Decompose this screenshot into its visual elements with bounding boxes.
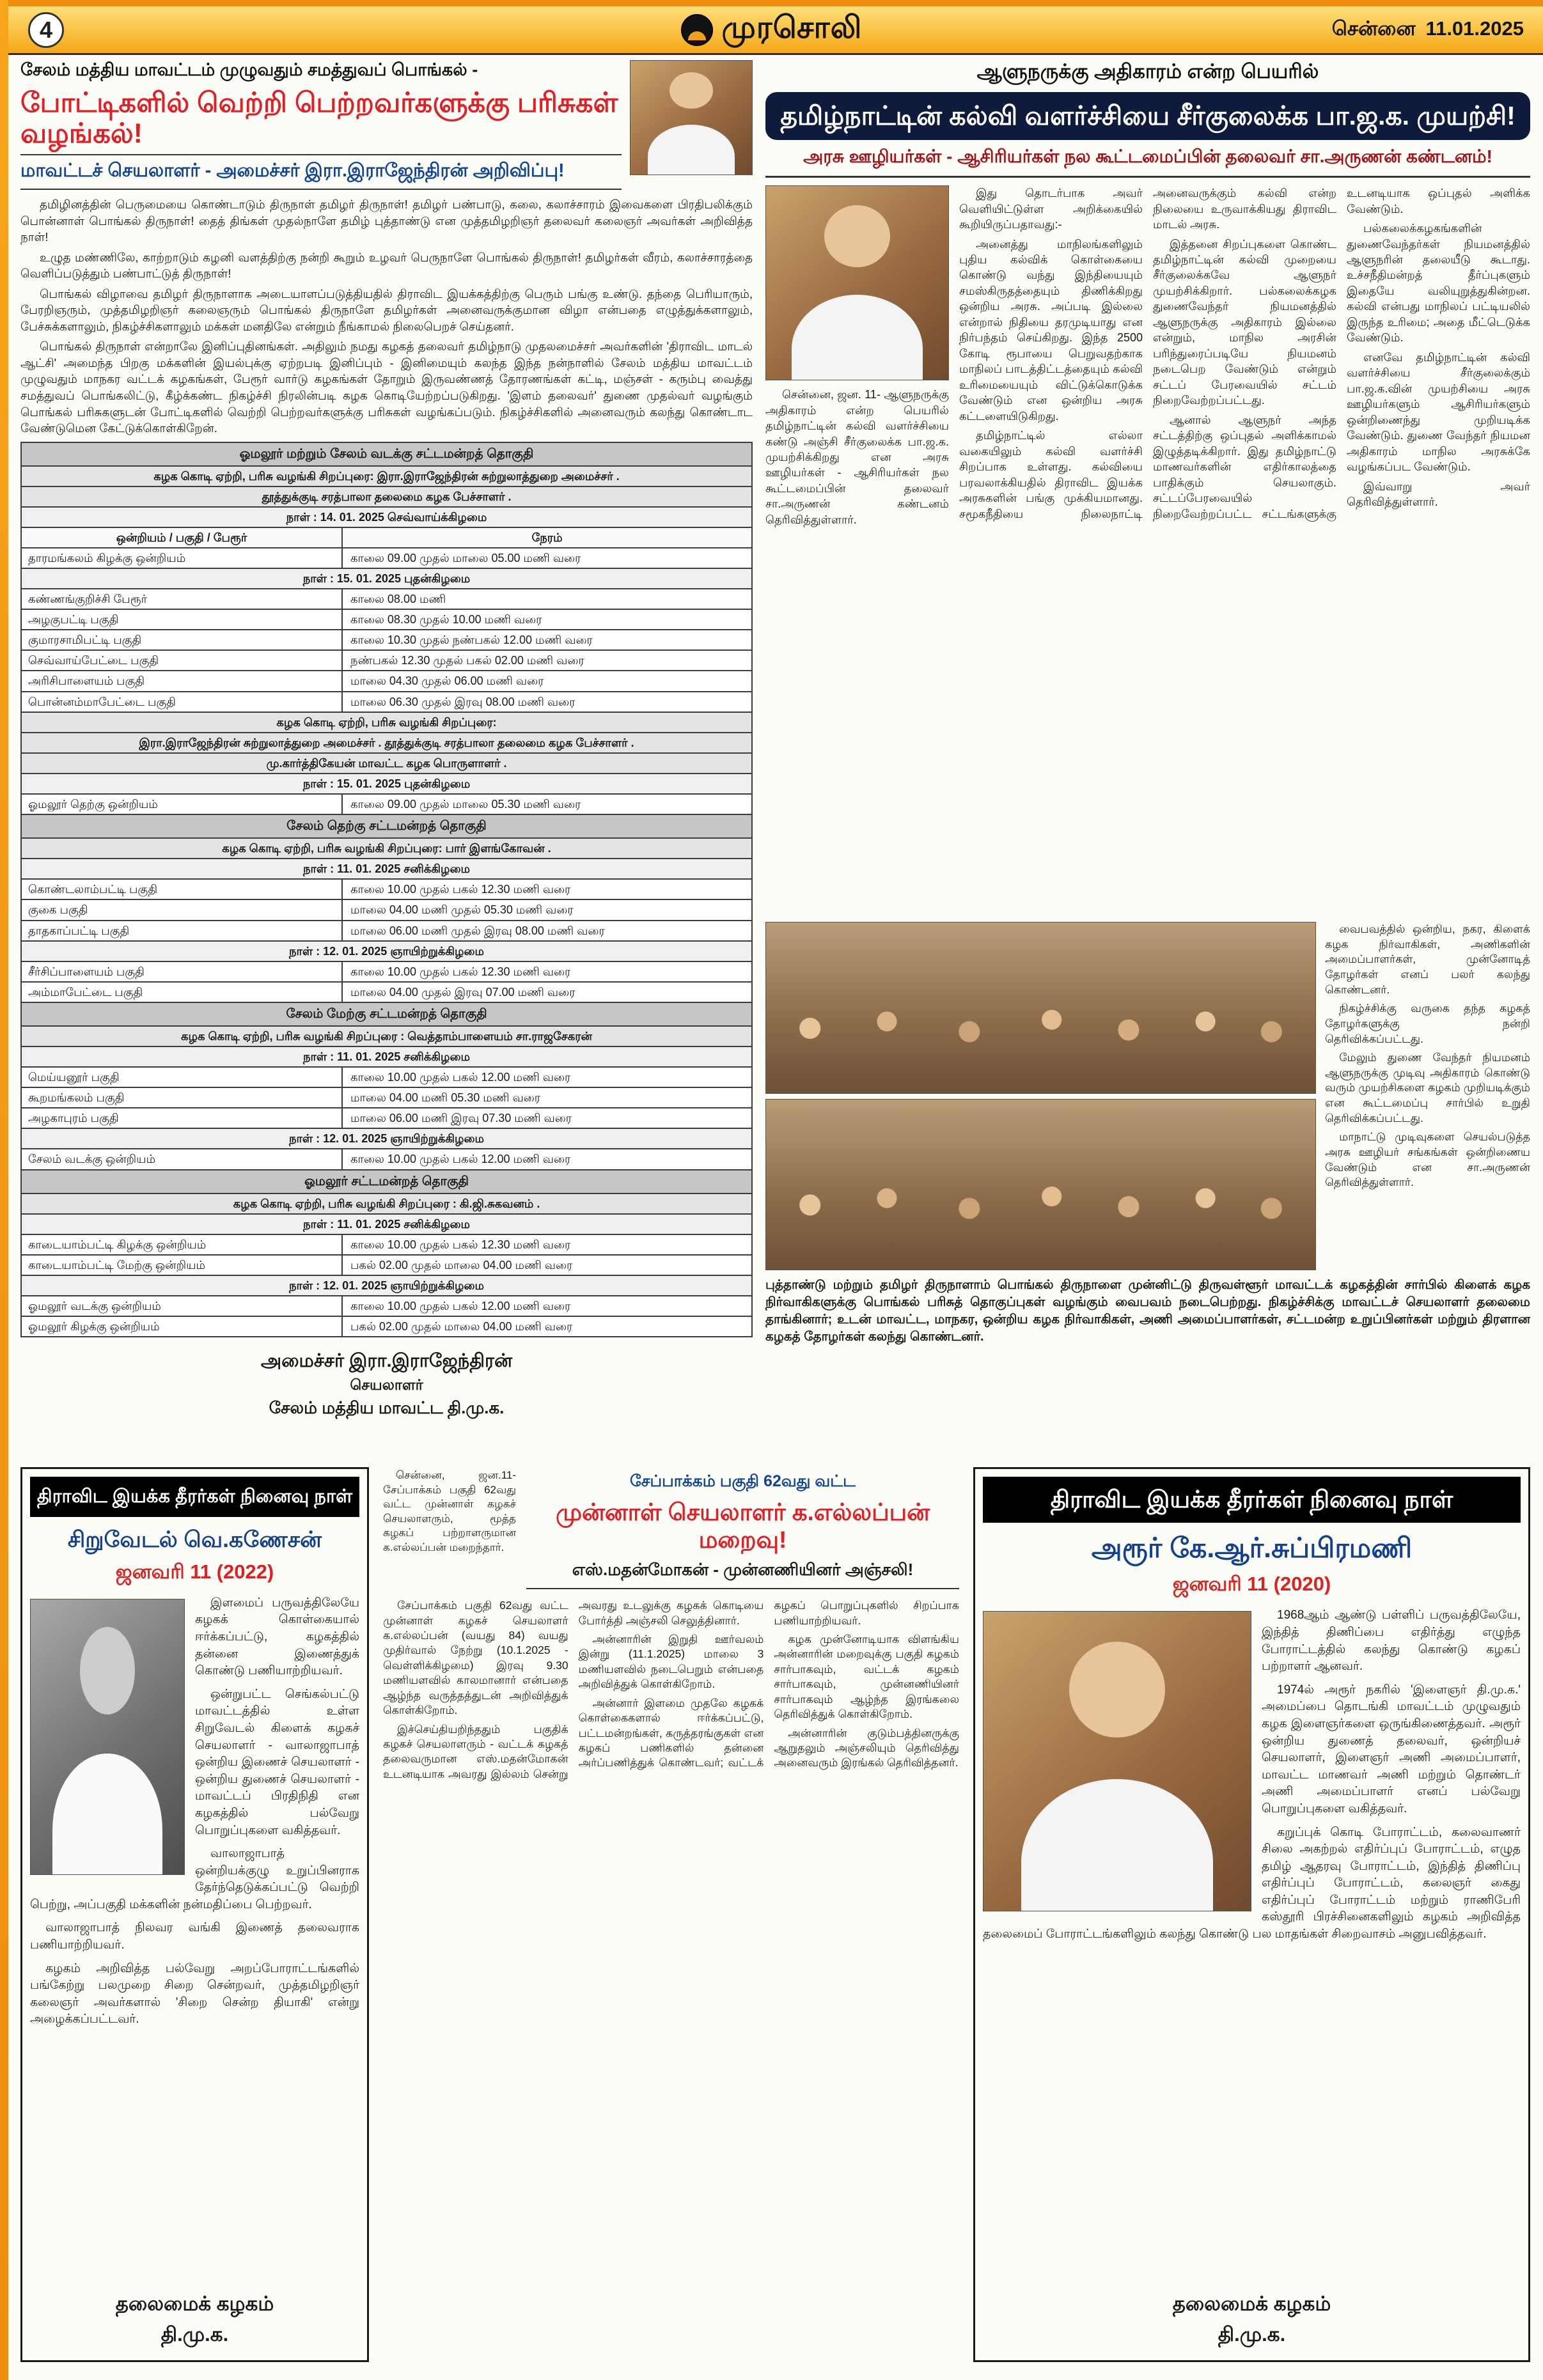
paragraph: மேலும் துணை வேந்தர் நியமனம் ஆளுநருக்கு முடிவு அதிகாரம் கொண்டு வரும் முயற்சிகளை கழகம் முறியடிக்கும் என கூட்டமைப்பு சார்பில் உறுதி தெரிவிக்கப்பட்டது. bbox=[1325, 1051, 1530, 1124]
schedule-date-row: நாள் : 11. 01. 2025 சனிக்கிழமை bbox=[20, 859, 753, 880]
schedule-place: ஒன்றியம் / பகுதி / பேரூர் bbox=[22, 528, 343, 547]
schedule-row-row bbox=[20, 1317, 753, 1337]
schedule-place: தாதகாப்பட்டி பகுதி bbox=[22, 921, 343, 940]
paragraph: இச்செய்தியறிந்ததும் பகுதிக் கழகச் செயலாளரும் - வட்டக் கழகத் தலைவருமான எஸ்.மதன்மோகன் உடனடியாக அவரது இல்லம் சென்று அவரது உடலுக்கு கழகக் கொடியை போர்த்தி அஞ்சலி செலுத்தினார். bbox=[383, 1599, 764, 1780]
schedule-place: கண்ணங்குறிச்சி பேரூர் bbox=[22, 589, 343, 609]
schedule-sub-row: கழக கொடி ஏற்றி, பரிசு வழங்கி சிறப்புரை: இரா.இராஜேந்திரன் சுற்றுலாத்துறை அமைச்சர் . bbox=[20, 467, 753, 487]
schedule-place: காடையாம்பட்டி கிழக்கு ஒன்றியம் bbox=[22, 1235, 343, 1254]
memorial-right-footer-org: தலைமைக் கழகம் bbox=[1172, 2292, 1331, 2315]
memorial-left-body bbox=[30, 1595, 359, 2281]
memorial-left-footer-party: தி.மு.க. bbox=[161, 2322, 229, 2345]
paragraph: மாநாட்டு முடிவுகளை செயல்படுத்த அரசு ஊழியர் சங்கங்கள் ஒன்றிணைய வேண்டும் என சா.அருணன் தெரிவித்துள்ளார். bbox=[1325, 1130, 1530, 1189]
pongal-deck: மாவட்டச் செயலாளர் - அமைச்சர் இரா.இராஜேந்திரன் அறிவிப்பு! bbox=[20, 154, 622, 190]
schedule-table bbox=[20, 442, 753, 1338]
schedule-row-row bbox=[20, 1256, 753, 1276]
paragraph: 1968ஆம் ஆண்டு பள்ளிப் பருவத்திலேயே, இந்தித் திணிப்பை எதிர்த்து எழுந்த போராட்டத்தில் கலந்து கொண்டு கழகப் பற்றாளர் ஆனவர். bbox=[1262, 1608, 1521, 1674]
paragraph: வாலாஜாபாத் ஒன்றியக்குழு உறுப்பினராக தேர்ந்தெடுக்கப்பட்டு வெற்றி பெற்று, அப்பகுதி மக்களின் நன்மதிப்பை பெற்றவர். bbox=[30, 1847, 359, 1911]
schedule-sub-row: கழக கொடி ஏற்றி, பரிசு வழங்கி சிறப்புரை: bbox=[20, 713, 753, 733]
schedule-time: காலை 10.00 முதல் பகல் 12.30 மணி வரை bbox=[350, 1238, 571, 1251]
schedule-date-row: நாள் : 14. 01. 2025 செவ்வாய்க்கிழமை bbox=[20, 508, 753, 528]
schedule-row-row bbox=[20, 1296, 753, 1317]
schedule-time: மாலை 04.00 மணி 05.30 மணி வரை bbox=[350, 1091, 541, 1105]
paragraph: கறுப்புக் கொடி போராட்டம், கலைவாணர் சிலை அகற்றல் எதிர்ப்புப் போராட்டம், எழுத தமிழ் ஆதரவு போராட்டம், இந்தித் திணிப்பு எதிர்ப்புப் போராட்டம், கலைஞர் கைது எதிர்ப்புப் போராட்டம் மற்றும் ராணிபேரி கஸ்தூரி பிரச்சினைகளிலும் கழகம் அறிவித்த தலைமைப் போராட்டங்களிலும் கலந்து கொண்டு பல மாதங்கள் சிறைவாசம் அனுபவித்தவர். bbox=[983, 1825, 1521, 1941]
education-article bbox=[765, 60, 1530, 1457]
paragraph: அன்னாரின் குடும்பத்தினருக்கு ஆறுதலும் அஞ்சலியும் தெரிவித்து அனைவரும் இரங்கல் தெரிவித்தனர். bbox=[774, 1726, 959, 1769]
schedule-place: சேலம் வடக்கு ஒன்றியம் bbox=[22, 1149, 343, 1169]
schedule-place: மெய்யனூர் பகுதி bbox=[22, 1068, 343, 1087]
schedule-time: காலை 08.30 முதல் 10.00 மணி வரை bbox=[350, 613, 542, 626]
paragraph: ஒன்றுபட்ட செங்கல்பட்டு மாவட்டத்தில் உள்ள சிறுவேடல் கிளைக் கழகச் செயலாளர் - வாலாஜாபாத் ஒன்றிய இணைச் செயலாளர் - ஒன்றிய துணைச் செயலாளர் - மாவட்டப் பிரதிநிதி என கழகத்தில் பல்வேறு பொறுப்புகளை வகித்தவர். bbox=[195, 1687, 359, 1837]
schedule-time: நேரம் bbox=[531, 531, 563, 544]
schedule-row-row bbox=[20, 1108, 753, 1129]
schedule-sub-row: இரா.இராஜேந்திரன் சுற்றுலாத்துறை அமைச்சர் . தூத்துக்குடி சரத்பாலா தலைமை கழக பேச்சாளர் . bbox=[20, 733, 753, 754]
schedule-date-row: நாள் : 15. 01. 2025 புதன்கிழமை bbox=[20, 774, 753, 795]
pongal-body bbox=[20, 196, 753, 436]
education-photos-row bbox=[765, 922, 1530, 1270]
schedule-row-row bbox=[20, 671, 753, 692]
schedule-sub-row: தூத்துக்குடி சரத்பாலா தலைமை கழக பேச்சாளர் . bbox=[20, 487, 753, 508]
event-photo-stack bbox=[765, 922, 1316, 1270]
paragraph: நிகழ்ச்சிக்கு வருகை தந்த கழகத் தோழர்களுக்கு நன்றி தெரிவிக்கப்பட்டது. bbox=[1325, 1002, 1530, 1045]
paragraph: தமிழினத்தின் பெருமையை கொண்டாடும் திருநாள் தமிழர் திருநாள்! தமிழர் பண்பாடு, கலை, கலாச்சாரம் இவைகளை பிரதிபலிக்கும் பொன்னாள் பொங்கல் திருநாள்! தைத் திங்கள் முதல்நாளே தமிழ் புத்தாண்டு என முத்தமிழறிஞர் தலைவர் கலைஞர் அவர்கள் அறிவித்த நாள்! bbox=[20, 198, 753, 244]
leader-photo bbox=[765, 185, 949, 380]
memorial-left-photo bbox=[30, 1599, 185, 1875]
paragraph: இத்தனை சிறப்புகளை கொண்ட தமிழ்நாட்டின் கல்வி முறையை சீர்குலைக்கவே ஆளுநர் முயற்சிக்கிறார். பல்கலைக்கழக துணைவேந்தர் நியமனத்தில் ஆளுநருக்கு அதிகாரம் இல்லை என்றும், மாநில அரசின் பரிந்துரைப்படியே நியமனம் நடைபெற வேண்டும் என்றும் சட்டப் பேரவையில் சட்டம் நிறைவேற்றப்பட்டது. bbox=[1153, 237, 1336, 407]
schedule-place: ஓமலூர் கிழக்கு ஒன்றியம் bbox=[22, 1317, 343, 1336]
paragraph: பல்கலைக்கழகங்களின் துணைவேந்தர்கள் நியமனத்தில் ஆளுநரின் தலையீடு கூடாது. உச்சநீதிமன்றத் தீர்ப்புகளும் இதையே வலியுறுத்துகின்றன. கல்வி என்பது மாநிலப் பட்டியலில் இருந்த உரிமை; அதை மீட்டெடுக்க வேண்டும். bbox=[1347, 222, 1530, 345]
paragraph: சென்னை, ஜன.11- சேப்பாக்கம் பகுதி 62வது வட்ட முன்னாள் கழகச் செயலாளரும், மூத்த கழகப் பற்றாளருமான க.எல்லப்பன் மறைந்தார். bbox=[383, 1469, 516, 1554]
schedule-head-row: சேலம் தெற்கு சட்டமன்றத் தொகுதி bbox=[20, 815, 753, 839]
schedule-time: மாலை 06.00 மணி முதல் இரவு 08.00 மணி வரை bbox=[350, 924, 605, 937]
award-ceremony-photo bbox=[765, 922, 1316, 1094]
schedule-date-row: நாள் : 12. 01. 2025 ஞாயிற்றுக்கிழமை bbox=[20, 1276, 753, 1296]
education-deck: அரசு ஊழியர்கள் - ஆசிரியர்கள் நல கூட்டமைப்பின் தலைவர் சா.அருணன் கண்டனம்! bbox=[765, 146, 1530, 178]
education-side-column bbox=[1325, 922, 1530, 1270]
page-left-border bbox=[0, 0, 8, 2380]
paragraph: இவ்வாறு அவர் தெரிவித்துள்ளார். bbox=[1347, 479, 1530, 509]
education-body bbox=[765, 185, 1530, 914]
signature-name: அமைச்சர் இரா.இராஜேந்திரன் bbox=[260, 1351, 513, 1372]
paragraph: அன்னாரின் இறுதி ஊர்வலம் இன்று (11.1.2025) மாலை 3 மணியளவில் நடைபெறும் என்பதை அறிவித்துக் கொள்கிறோம். bbox=[578, 1632, 764, 1691]
paragraph: கழக முன்னோடியாக விளங்கிய அன்னாரின் மறைவுக்கு பகுதி கழகம் சார்பாகவும், வட்டக் கழகம் சார்பாகவும், முன்னணியினர் சார்பாகவும் ஆழ்ந்த இரங்கலை தெரிவித்துக் கொள்கிறோம். bbox=[774, 1632, 959, 1721]
schedule-time: மாலை 04.00 முதல் இரவு 07.00 மணி வரை bbox=[350, 985, 576, 999]
schedule-place: காடையாம்பட்டி மேற்கு ஒன்றியம் bbox=[22, 1256, 343, 1275]
obituary-panel bbox=[382, 1467, 960, 2362]
schedule-time: காலை 08.00 மணி bbox=[350, 593, 446, 606]
schedule-row-row bbox=[20, 900, 753, 921]
schedule-time: காலை 09.00 முதல் மாலை 05.00 மணி வரை bbox=[350, 551, 581, 564]
schedule-row-row bbox=[20, 795, 753, 815]
schedule-date-row: நாள் : 11. 01. 2025 சனிக்கிழமை bbox=[20, 1215, 753, 1235]
memorial-left-footer-org: தலைமைக் கழகம் bbox=[115, 2292, 274, 2315]
photo-caption: புத்தாண்டு மற்றும் தமிழர் திருநாளாம் பொங்கல் திருநாளை முன்னிட்டு திருவள்ளூர் மாவட்டக் கழகத்தின் சார்பில் கிளைக் கழக நிர்வாகிகளுக்கு பொங்கல் பரிசுத் தொகுப்புகள் வழங்கும் வைபவம் நடைபெற்றது. நிகழ்ச்சிக்கு மாவட்டச் செயலாளர் தலைமை தாங்கினார்; உடன் மாவட்ட, மாநகர, ஒன்றிய கழக நிர்வாகிகள், அணி அமைப்பாளர்கள், சட்டமன்ற உறுப்பினர்கள் மற்றும் திரளான கழகத் தோழர்கள் கலந்து கொண்டனர். bbox=[765, 1278, 1530, 1344]
page-number-badge bbox=[28, 12, 64, 48]
schedule-sub-row: கழக கொடி ஏற்றி, பரிசு வழங்கி சிறப்புரை : கி.ஜி.சுகவனம் . bbox=[20, 1194, 753, 1215]
schedule-date-row: நாள் : 12. 01. 2025 ஞாயிற்றுக்கிழமை bbox=[20, 1129, 753, 1149]
page-top-border bbox=[0, 0, 1543, 6]
schedule-place: குகை பகுதி bbox=[22, 900, 343, 919]
paragraph: வைபவத்தில் ஒன்றிய, நகர, கிளைக் கழக நிர்வாகிகள், அணிகளின் அமைப்பாளர்கள், முன்னோடித் தோழர்கள் எனப் பலர் கலந்து கொண்டனர். bbox=[1325, 922, 1530, 996]
obituary-header-row bbox=[383, 1468, 959, 1589]
memorial-right-panel bbox=[973, 1467, 1530, 2362]
pongal-kicker: சேலம் மத்திய மாவட்டம் முழுவதும் சமத்துவப் பொங்கல் - bbox=[20, 60, 478, 79]
schedule-date-row: நாள் : 15. 01. 2025 புதன்கிழமை bbox=[20, 569, 753, 589]
schedule-time: மாலை 04.30 முதல் 06.00 மணி வரை bbox=[350, 674, 544, 688]
schedule-row-row bbox=[20, 630, 753, 651]
schedule-cols-row bbox=[20, 528, 753, 548]
dateline bbox=[1332, 17, 1524, 43]
schedule-time: காலை 10.00 முதல் பகல் 12.30 மணி வரை bbox=[350, 965, 571, 978]
paragraph: இது தொடர்பாக அவர் வெளியிட்டுள்ள அறிக்கையில் கூறியிருப்பதாவது:- bbox=[959, 187, 1143, 231]
schedule-place: கூறமங்கலம் பகுதி bbox=[22, 1088, 343, 1107]
schedule-place: தாரமங்கலம் கிழக்கு ஒன்றியம் bbox=[22, 548, 343, 568]
paragraph: அன்னார் இளமை முதலே கழகக் கொள்கைகளால் ஈர்க்கப்பட்டு, பட்டமன்றங்கள், கருத்தரங்குகள் என கழகப் பணிகளில் தன்னை அர்ப்பணித்துக் கொண்டவர்; வட்டக் கழகப் பொறுப்புகளில் சிறப்பாக பணியாற்றியவர். bbox=[578, 1599, 959, 1769]
schedule-head-row: ஓமலூர் மற்றும் சேலம் வடக்கு சட்டமன்றத் தொகுதி bbox=[20, 443, 753, 467]
masthead-brand bbox=[681, 10, 863, 49]
schedule-place: ஓமலூர் வடக்கு ஒன்றியம் bbox=[22, 1296, 343, 1316]
schedule-sub-row: கழக கொடி ஏற்றி, பரிசு வழங்கி சிறப்புரை : வெத்தாம்பாளையம் சா.ராஜசேகரன் bbox=[20, 1027, 753, 1047]
schedule-time: பகல் 02.00 முதல் மாலை 04.00 மணி வரை bbox=[350, 1258, 573, 1272]
paragraph: சேப்பாக்கம் பகுதி 62வது வட்ட முன்னாள் கழகச் செயலாளர் க.எல்லப்பன் (வயது 84) வயது முதிர்வால் நேற்று (10.1.2025 - வெள்ளிக்கிழமை) இரவு 9.30 மணியளவில் காலமானார் என்பதை ஆழ்ந்த வருத்தத்துடன் அறிவித்துக் கொள்கிறோம். bbox=[383, 1599, 568, 1717]
signature-org: சேலம் மத்திய மாவட்ட தி.மு.க. bbox=[269, 1397, 505, 1417]
memorial-right-footer bbox=[983, 2281, 1521, 2353]
schedule-date-row: நாள் : 12. 01. 2025 ஞாயிற்றுக்கிழமை bbox=[20, 942, 753, 962]
pongal-article bbox=[20, 60, 753, 1457]
schedule-sub-row: கழக கொடி ஏற்றி, பரிசு வழங்கி சிறப்புரை: பார் இளங்கோவன் . bbox=[20, 839, 753, 859]
page-number: 4 bbox=[39, 16, 53, 43]
masthead-bar bbox=[0, 6, 1543, 55]
schedule-time: மாலை 04.00 மணி முதல் 05.30 மணி வரை bbox=[350, 903, 574, 917]
memorial-left-panel bbox=[20, 1467, 369, 2362]
schedule-place: பொன்னம்மாபேட்டை பகுதி bbox=[22, 692, 343, 712]
schedule-time: நண்பகல் 12.30 முதல் பகல் 02.00 மணி வரை bbox=[350, 654, 584, 667]
schedule-row-row bbox=[20, 1088, 753, 1108]
obituary-lead-column bbox=[383, 1468, 516, 1589]
pongal-article-header bbox=[20, 60, 753, 190]
memorial-right-body bbox=[983, 1607, 1521, 2281]
paragraph: உழுத மண்ணிலே, காற்றாடும் கழனி வளத்திற்கு நன்றி கூறும் உழவர் பெருநாளே பொங்கல் திருநாள்! தமிழர்கள் வீரம், கலாச்சாரத்தை வெளிப்படுத்தும் பண்பாட்டுத் திருநாள்! bbox=[20, 250, 753, 281]
schedule-time: காலை 10.00 முதல் பகல் 12.00 மணி வரை bbox=[350, 1071, 571, 1084]
schedule-place: செவ்வாய்பேட்டை பகுதி bbox=[22, 651, 343, 670]
memorial-right-header: திராவிட இயக்க தீரர்கள் நினைவு நாள் bbox=[983, 1477, 1521, 1523]
paragraph: 1974ல் அரூர் நகரில் 'இளைஞர் தி.மு.க.' அமைப்பை தொடங்கி மாவட்டம் முழுவதும் கழக இளைஞர்களை ஒருங்கிணைத்தவர். அரூர் ஒன்றிய துணைத் தலைவர், ஒன்றியச் செயலாளர், இளைஞர் அணி அமைப்பாளர், மாவட்ட மாணவர் அணி மற்றும் தொண்டர் அணி அமைப்பாளர் எனப் பல்வேறு பொறுப்புகளை வகித்தவர். bbox=[1262, 1683, 1521, 1816]
schedule-place: ஓமலூர் தெற்கு ஒன்றியம் bbox=[22, 795, 343, 814]
paragraph: எனவே தமிழ்நாட்டின் கல்வி வளர்ச்சியை சீர்குலைக்கும் பா.ஜ.க.வின் முயற்சியை அரசு ஊழியர்களும் ஆசிரியர்களும் ஒன்றிணைந்து முறியடிக்க வேண்டும். துணை வேந்தர் நியமன அதிகாரம் மாநில அரசுக்கே வழங்கப்பட வேண்டும். bbox=[1347, 350, 1530, 474]
memorial-right-date: ஜனவரி 11 (2020) bbox=[1172, 1573, 1331, 1596]
paragraph: தமிழ்நாட்டில் எல்லா வகையிலும் கல்வி வளர்ச்சி சிறப்பாக உள்ளது. கல்வியை பரவலாக்கியதில் திராவிட இயக்க அரசுகளின் பங்கு முக்கியமானது. சமூகநீதியை நிலைநாட்டி அனைவருக்கும் கல்வி என்ற நிலையை உருவாக்கியது திராவிட மாடல் அரசு. bbox=[959, 187, 1336, 520]
dateline-city: சென்னை bbox=[1331, 17, 1416, 40]
paragraph: அனைத்து மாநிலங்களிலும் புதிய கல்விக் கொள்கையை கொண்டு வந்து இந்தியையும் சமஸ்கிருதத்தையும் திணிக்கிறது ஒன்றிய அரசு. அப்படி இல்லை என்றால் நிதியை தரமுடியாது என நிர்பந்தம் செய்கிறது. இந்த 2500 கோடி ரூபாயை பெறுவதற்காக மாநிலப் பாடத்திட்டத்தையும் கல்வி உரிமையையும் விட்டுக்கொடுக்க வேண்டும் என ஒன்றிய அரசு கட்டளையிடுகிறது. bbox=[959, 237, 1143, 423]
paragraph: ஆனால் ஆளுநர் அந்த சட்டத்திற்கு ஒப்புதல் அளிக்காமல் இழுத்தடிக்கிறார். இது தமிழ்நாட்டு மாணவர்களின் எதிர்காலத்தை பாதிக்கும் செயலாகும். சட்டப்பேரவையில் நிறைவேற்றப்பட்ட சட்டங்களுக்கு உடனடியாக ஒப்புதல் அளிக்க வேண்டும். bbox=[1153, 187, 1530, 520]
schedule-row-row bbox=[20, 1068, 753, 1088]
schedule-place: அம்மாபேட்டை பகுதி bbox=[22, 983, 343, 1002]
signature-role: செயலாளர் bbox=[350, 1376, 423, 1394]
schedule-sub-row: மு.கார்த்திகேயன் மாவட்ட கழக பொருளாளர் . bbox=[20, 754, 753, 774]
bottom-section bbox=[20, 1467, 1530, 2362]
schedule-row-row bbox=[20, 1235, 753, 1256]
obituary-body bbox=[383, 1598, 959, 2361]
obituary-title-box bbox=[526, 1468, 959, 1589]
obituary-deck: எஸ்.மதன்மோகன் - முன்னணியினர் அஞ்சலி! bbox=[572, 1560, 914, 1580]
schedule-row-row bbox=[20, 610, 753, 630]
schedule-row-row bbox=[20, 589, 753, 610]
obituary-title: முன்னாள் செயலாளர் க.எல்லப்பன் மறைவு! bbox=[555, 1499, 930, 1553]
schedule-place: சீர்சிப்பாளையம் பகுதி bbox=[22, 962, 343, 981]
memorial-left-name: சிறுவேடல் வெ.கணேசன் bbox=[67, 1527, 322, 1552]
memorial-left-date: ஜனவரி 11 (2022) bbox=[115, 1560, 274, 1583]
paragraph: பொங்கல் திருநாள் என்றாலே இனிப்புதினங்கள். அதிலும் நமது கழகத் தலைவர் தமிழ்நாடு முதலமைச்சர் அவர்களின் 'திராவிட மாடல் ஆட்சி' அமைந்த பிறகு மக்களின் இயல்புக்கு ஏற்றபடி இனிப்பும் - இனிமையும் கலந்த இந்த நன்நாளில் சேலம் மத்திய மாவட்டம் முழுவதும் மாநகர வட்டக் கழகங்கள், பேரூர் வார்டு கழகங்கள் தோறும் இருவண்ணத் தோரணங்கள் கட்டி, மஞ்சள் - கரும்பு வைத்து சமத்துவப் பொங்கலிட்டு, கீழ்க்கண்ட நிகழ்ச்சி நிரலின்படி கழக கொடியேற்றப்படுகிறது. 'இளம் தலைவர்' துணை முதல்வர் வழங்கும் பொங்கல் பரிசுகளுடன் போட்டிகளில் வெற்றி பெற்றவர்களுக்கு பரிசுகள் வழங்கப்படும். நிகழ்ச்சிகளில் அனைவரும் கலந்து கொண்டாட வேண்டுமென கேட்டுக்கொள்கிறேன். bbox=[20, 339, 753, 435]
pongal-title: போட்டிகளில் வெற்றி பெற்றவர்களுக்கு பரிசுகள் வழங்கல்! bbox=[20, 88, 618, 150]
schedule-time: பகல் 02.00 முதல் மாலை 04.00 மணி வரை bbox=[350, 1320, 573, 1334]
schedule-time: காலை 10.30 முதல் நண்பகல் 12.00 மணி வரை bbox=[350, 634, 593, 647]
signature-block bbox=[20, 1348, 753, 1420]
schedule-time: காலை 10.00 முதல் பகல் 12.30 மணி வரை bbox=[350, 883, 571, 896]
schedule-head-row: சேலம் மேற்கு சட்டமன்றத் தொகுதி bbox=[20, 1003, 753, 1027]
schedule-place: அழகுபட்டி பகுதி bbox=[22, 610, 343, 629]
memorial-left-footer bbox=[30, 2281, 359, 2353]
paragraph: சென்னை, ஜன. 11- ஆளுநருக்கு அதிகாரம் என்ற பெயரில் தமிழ்நாட்டின் கல்வி வளர்ச்சியை கண்டு அஞ்சி சீர்குலைக்க பா.ஜ.க. முயற்சிக்கிறது என அரசு ஊழியர்கள் - ஆசிரியர்கள் நல கூட்டமைப்பின் தலைவர் சா.அருணன் கண்டனம் தெரிவித்துள்ளார். bbox=[765, 388, 949, 526]
schedule-place: கொண்டலாம்பட்டி பகுதி bbox=[22, 880, 343, 899]
schedule-head-row: ஓமலூர் சட்டமன்றத் தொகுதி bbox=[20, 1171, 753, 1194]
masthead-title: முரசொலி bbox=[721, 11, 863, 45]
schedule-row-row bbox=[20, 548, 753, 569]
schedule-row-row bbox=[20, 651, 753, 671]
schedule-date-row: நாள் : 11. 01. 2025 சனிக்கிழமை bbox=[20, 1047, 753, 1068]
paragraph: பொங்கல் விழாவை தமிழர் திருநாளாக அடையாளப்படுத்தியதில் திராவிட இயக்கத்திற்கு பெரும் பங்கு உண்டு. தந்தை பெரியாரும், பேரறிஞரும், முத்தமிழறிஞர் கலைஞரும் பொங்கல் திருநாளே தமிழர்கள் அனைவருக்குமான விழா என்பதை எழுத்துக்களாலும், பேச்சுக்களாலும், நிகழ்ச்சிகளாலும் மக்கள் மனதிலே என்றும் நீங்காமல் நிலைபெறச் செய்தனர். bbox=[20, 286, 753, 333]
schedule-time: காலை 10.00 முதல் பகல் 12.00 மணி வரை bbox=[350, 1153, 571, 1166]
schedule-time: காலை 10.00 முதல் பகல் 12.00 மணி வரை bbox=[350, 1300, 571, 1312]
schedule-place: அழகாபுரம் பகுதி bbox=[22, 1108, 343, 1128]
masthead-emblem-icon bbox=[681, 14, 713, 46]
schedule-time: காலை 09.00 முதல் மாலை 05.30 மணி வரை bbox=[350, 798, 581, 811]
schedule-row-row bbox=[20, 921, 753, 942]
schedule-row-row bbox=[20, 880, 753, 900]
schedule-time: மாலை 06.30 முதல் இரவு 08.00 மணி வரை bbox=[350, 695, 576, 708]
paragraph: கழகம் அறிவித்த பல்வேறு அறப்போராட்டங்களில் பங்கேற்று பலமுறை சிறை சென்றவர், முத்தமிழறிஞர் கலைஞர் அவர்களால் 'சிறை சென்ற தியாகி' என்று அழைக்கப்பட்டவர். bbox=[30, 1961, 359, 2026]
education-title: தமிழ்நாட்டின் கல்வி வளர்ச்சியை சீர்குலைக்க பா.ஜ.க. முயற்சி! bbox=[765, 92, 1530, 140]
schedule-row-row bbox=[20, 692, 753, 713]
obituary-kicker: சேப்பாக்கம் பகுதி 62வது வட்ட bbox=[629, 1472, 856, 1490]
schedule-row-row bbox=[20, 1149, 753, 1170]
schedule-row-row bbox=[20, 962, 753, 983]
schedule-place: குமாரசாமிபட்டி பகுதி bbox=[22, 630, 343, 649]
dateline-date: 11.01.2025 bbox=[1425, 17, 1524, 40]
paragraph: வாலாஜாபாத் நிலவர வங்கி இணைத் தலைவராக பணியாற்றியவர். bbox=[30, 1921, 359, 1952]
memorial-right-name: அரூர் கே.ஆர்.சுப்பிரமணி bbox=[1091, 1533, 1413, 1564]
memorial-right-photo bbox=[983, 1611, 1251, 1911]
minister-photo bbox=[630, 60, 753, 175]
memorial-left-header: திராவிட இயக்க தீரர்கள் நினைவு நாள் bbox=[30, 1477, 359, 1517]
schedule-time: மாலை 06.00 மணி இரவு 07.30 மணி வரை bbox=[350, 1112, 572, 1125]
education-kicker: ஆளுநருக்கு அதிகாரம் என்ற பெயரில் bbox=[976, 60, 1319, 82]
schedule-place: அரிசிபாளையம் பகுதி bbox=[22, 671, 343, 690]
memorial-right-footer-party: தி.மு.க. bbox=[1218, 2322, 1286, 2345]
audience-photo bbox=[765, 1099, 1316, 1271]
main-content bbox=[20, 60, 1530, 1457]
paragraph: இளமைப் பருவத்திலேயே கழகக் கொள்கையால் ஈர்க்கப்பட்டு, கழகத்தில் தன்னை இணைத்துக் கொண்டு பணியாற்றியவர். bbox=[195, 1596, 359, 1678]
schedule-row-row bbox=[20, 983, 753, 1003]
